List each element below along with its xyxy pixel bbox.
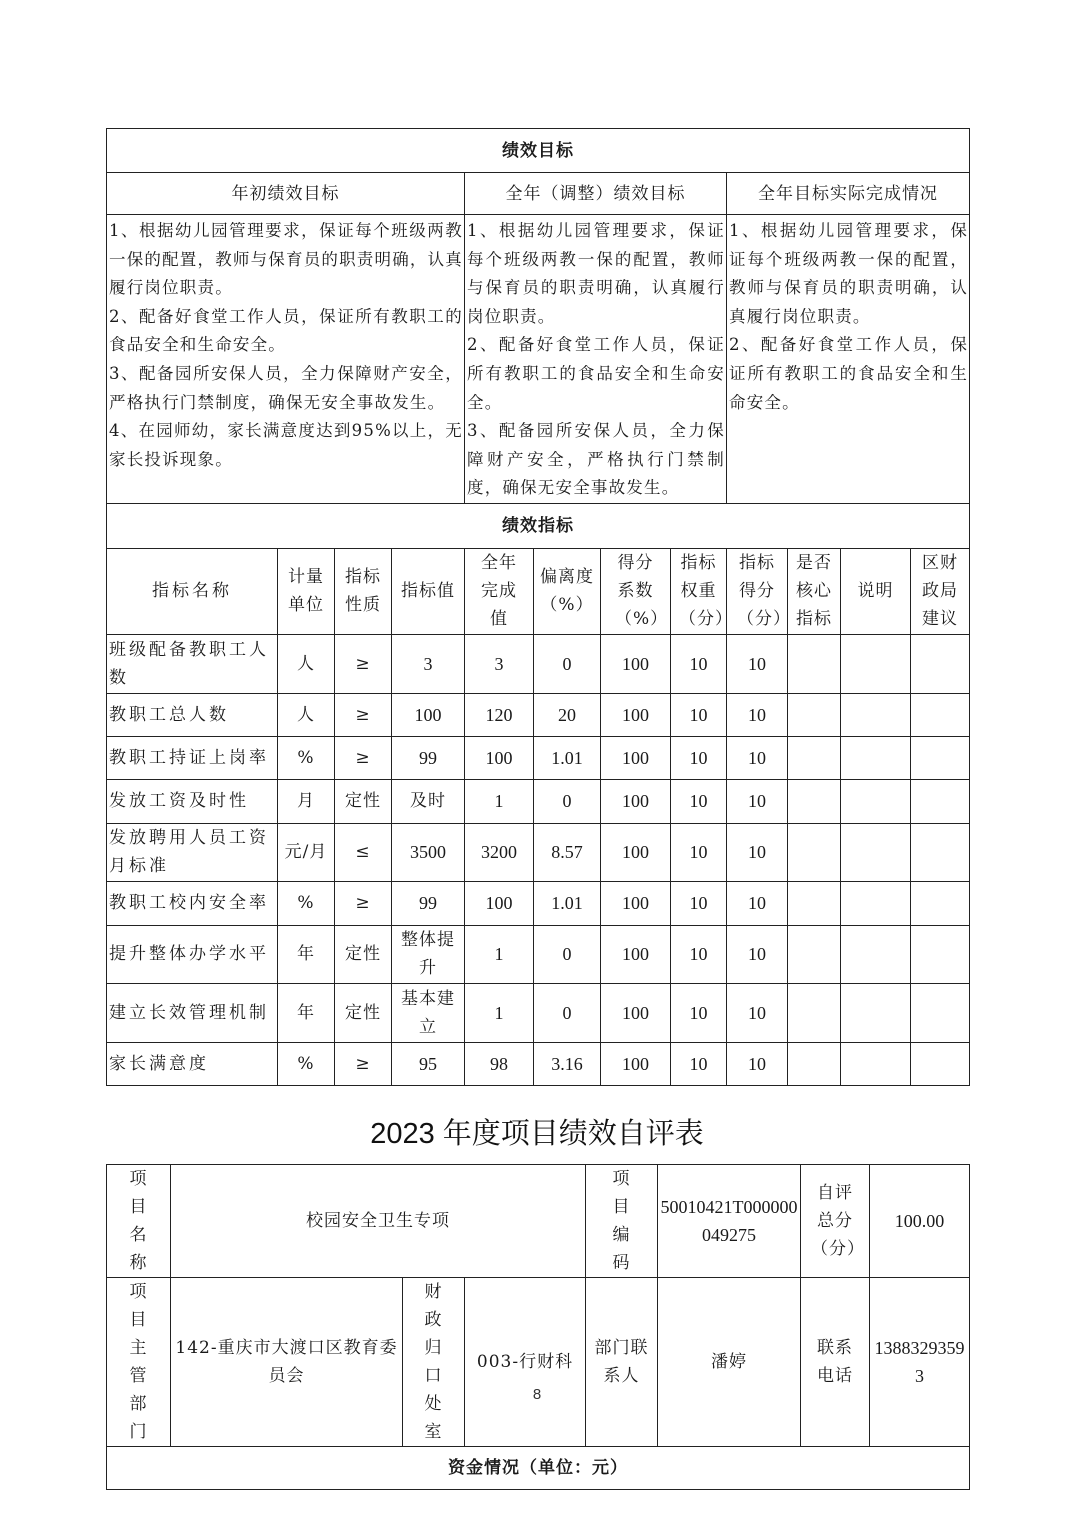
score-coefficient-cell: 100: [601, 1042, 671, 1085]
indicators-header-row: [107, 548, 970, 634]
deviation-cell: 0: [534, 779, 601, 823]
initial-goal-item: 4、在园师幼，家长满意度达到95%以上，无家长投诉现象。: [109, 421, 463, 469]
core-indicator-cell: [788, 693, 841, 736]
finance-advice-cell: [911, 736, 970, 779]
deviation-cell: 1.01: [534, 881, 601, 925]
project-code-label: 项目编码: [586, 1165, 658, 1278]
indicator-row: [107, 634, 970, 693]
column-header: 指标性质: [335, 548, 392, 634]
project-name-value: 校园安全卫生专项: [171, 1165, 586, 1278]
note-cell: [841, 779, 911, 823]
weight-cell: 10: [671, 925, 727, 983]
score-cell: 10: [727, 736, 788, 779]
target-value-cell: 99: [392, 881, 465, 925]
indicator-row: [107, 881, 970, 925]
initial-goal-item: 1、根据幼儿园管理要求，保证每个班级两教一保的配置，教师与保育员的职责明确，认真履行岗位职责。: [109, 221, 463, 298]
unit-cell: 月: [278, 779, 335, 823]
page-number: 8: [532, 1386, 542, 1403]
target-value-cell: 整体提升: [392, 925, 465, 983]
finance-advice-cell: [911, 881, 970, 925]
core-indicator-cell: [788, 983, 841, 1042]
initial-goal-item: 3、配备园所安保人员，全力保障财产安全，严格执行门禁制度，确保无安全事故发生。: [109, 363, 463, 412]
form-title: 2023 年度项目绩效自评表: [370, 1118, 704, 1150]
actual-value-cell: 3200: [465, 823, 534, 881]
column-header: 偏离度（%）: [534, 548, 601, 634]
adjusted-goal-item: 1、根据幼儿园管理要求，保证每个班级两教一保的配置，教师与保育员的职责明确，认真履行岗位职责。: [467, 221, 725, 326]
actual-value-cell: 100: [465, 736, 534, 779]
initial-goals-cell: [107, 215, 465, 504]
score-coefficient-cell: 100: [601, 634, 671, 693]
unit-cell: %: [278, 881, 335, 925]
finance-advice-cell: [911, 779, 970, 823]
unit-cell: 人: [278, 693, 335, 736]
indicator-row: [107, 779, 970, 823]
note-cell: [841, 925, 911, 983]
weight-cell: 10: [671, 881, 727, 925]
note-cell: [841, 983, 911, 1042]
adjusted-goals-header: 全年（调整）绩效目标: [465, 173, 727, 215]
indicator-name-cell: 发放聘用人员工资月标准: [107, 823, 278, 881]
target-value-cell: 100: [392, 693, 465, 736]
nature-cell: ≥: [335, 736, 392, 779]
finance-advice-cell: [911, 823, 970, 881]
initial-goal-item: 2、配备好食堂工作人员，保证所有教职工的食品安全和生命安全。: [109, 306, 463, 355]
project-name-label: 项目名称: [107, 1165, 171, 1278]
actual-value-cell: 98: [465, 1042, 534, 1085]
indicators-section-title: 绩效指标: [107, 503, 970, 548]
indicator-name-cell: 教职工持证上岗率: [107, 736, 278, 779]
note-cell: [841, 736, 911, 779]
funds-section-title: 资金情况（单位：元）: [107, 1447, 970, 1490]
actual-value-cell: 100: [465, 881, 534, 925]
score-cell: 10: [727, 881, 788, 925]
indicator-row: [107, 925, 970, 983]
project-code-value: 50010421T000000049275: [658, 1165, 801, 1278]
nature-cell: ≥: [335, 1042, 392, 1085]
nature-cell: 定性: [335, 925, 392, 983]
column-header: 得分系数（%）: [601, 548, 671, 634]
indicator-row: [107, 983, 970, 1042]
score-cell: 10: [727, 779, 788, 823]
target-value-cell: 95: [392, 1042, 465, 1085]
department-label: 项目主管部门: [107, 1278, 171, 1447]
indicator-name-cell: 建立长效管理机制: [107, 983, 278, 1042]
finance-advice-cell: [911, 634, 970, 693]
self-score-value: 100.00: [870, 1165, 970, 1278]
target-value-cell: 3500: [392, 823, 465, 881]
weight-cell: 10: [671, 823, 727, 881]
actual-value-cell: 1: [465, 925, 534, 983]
core-indicator-cell: [788, 634, 841, 693]
unit-cell: %: [278, 1042, 335, 1085]
nature-cell: ≥: [335, 693, 392, 736]
column-header: 计量单位: [278, 548, 335, 634]
column-header: 指标得分（分）: [727, 548, 788, 634]
goals-section-title: 绩效目标: [107, 129, 970, 173]
adjusted-goal-item: 2、配备好食堂工作人员，保证所有教职工的食品安全和生命安全。: [467, 335, 725, 412]
indicator-name-cell: 班级配备教职工人数: [107, 634, 278, 693]
weight-cell: 10: [671, 1042, 727, 1085]
target-value-cell: 3: [392, 634, 465, 693]
adjusted-goals-cell: [465, 215, 727, 504]
actual-completion-cell: [727, 215, 970, 504]
score-cell: 10: [727, 823, 788, 881]
actual-completion-item: 1、根据幼儿园管理要求，保证每个班级两教一保的配置，教师与保育员的职责明确，认真履行岗位职责。: [729, 221, 969, 326]
finance-advice-cell: [911, 1042, 970, 1085]
deviation-cell: 0: [534, 925, 601, 983]
indicator-name-cell: 教职工总人数: [107, 693, 278, 736]
unit-cell: %: [278, 736, 335, 779]
target-value-cell: 基本建立: [392, 983, 465, 1042]
score-cell: 10: [727, 983, 788, 1042]
project-self-evaluation-table: [106, 1164, 970, 1490]
score-coefficient-cell: 100: [601, 736, 671, 779]
deviation-cell: 0: [534, 634, 601, 693]
finance-advice-cell: [911, 693, 970, 736]
deviation-cell: 20: [534, 693, 601, 736]
unit-cell: 人: [278, 634, 335, 693]
score-cell: 10: [727, 925, 788, 983]
score-coefficient-cell: 100: [601, 693, 671, 736]
core-indicator-cell: [788, 881, 841, 925]
indicator-name-cell: 提升整体办学水平: [107, 925, 278, 983]
indicator-name-cell: 家长满意度: [107, 1042, 278, 1085]
actual-value-cell: 1: [465, 983, 534, 1042]
indicator-name-cell: 发放工资及时性: [107, 779, 278, 823]
score-cell: 10: [727, 634, 788, 693]
note-cell: [841, 823, 911, 881]
deviation-cell: 0: [534, 983, 601, 1042]
score-coefficient-cell: 100: [601, 925, 671, 983]
weight-cell: 10: [671, 983, 727, 1042]
indicator-name-cell: 教职工校内安全率: [107, 881, 278, 925]
actual-value-cell: 120: [465, 693, 534, 736]
column-header: 区财政局建议: [911, 548, 970, 634]
actual-value-cell: 1: [465, 779, 534, 823]
score-coefficient-cell: 100: [601, 779, 671, 823]
contact-person-value: 潘婷: [658, 1278, 801, 1447]
department-value: 142-重庆市大渡口区教育委员会: [171, 1278, 403, 1447]
target-value-cell: 99: [392, 736, 465, 779]
column-header: 全年完成值: [465, 548, 534, 634]
column-header: 指标值: [392, 548, 465, 634]
weight-cell: 10: [671, 779, 727, 823]
actual-value-cell: 3: [465, 634, 534, 693]
note-cell: [841, 693, 911, 736]
indicator-row: [107, 736, 970, 779]
indicator-row: [107, 823, 970, 881]
score-coefficient-cell: 100: [601, 881, 671, 925]
unit-cell: 年: [278, 925, 335, 983]
deviation-cell: 3.16: [534, 1042, 601, 1085]
nature-cell: 定性: [335, 983, 392, 1042]
weight-cell: 10: [671, 634, 727, 693]
actual-completion-item: 2、配备好食堂工作人员，保证所有教职工的食品安全和生命安全。: [729, 335, 969, 412]
column-header: 指标权重（分）: [671, 548, 727, 634]
contact-phone-value: 13883293593: [870, 1278, 970, 1447]
finance-office-value: 003-行财科: [465, 1278, 586, 1447]
core-indicator-cell: [788, 823, 841, 881]
score-cell: 10: [727, 1042, 788, 1085]
unit-cell: 年: [278, 983, 335, 1042]
nature-cell: ≤: [335, 823, 392, 881]
core-indicator-cell: [788, 1042, 841, 1085]
indicator-row: [107, 693, 970, 736]
finance-advice-cell: [911, 983, 970, 1042]
weight-cell: 10: [671, 693, 727, 736]
nature-cell: ≥: [335, 881, 392, 925]
contact-phone-label: 联系电话: [801, 1278, 870, 1447]
performance-table: [106, 128, 970, 1086]
weight-cell: 10: [671, 736, 727, 779]
column-header: 指标名称: [107, 548, 278, 634]
target-value-cell: 及时: [392, 779, 465, 823]
unit-cell: 元/月: [278, 823, 335, 881]
deviation-cell: 8.57: [534, 823, 601, 881]
score-coefficient-cell: 100: [601, 823, 671, 881]
indicator-row: [107, 1042, 970, 1085]
self-score-label: 自评总分（分）: [801, 1165, 870, 1278]
column-header: 说明: [841, 548, 911, 634]
actual-completion-header: 全年目标实际完成情况: [727, 173, 970, 215]
initial-goals-header: 年初绩效目标: [107, 173, 465, 215]
score-cell: 10: [727, 693, 788, 736]
note-cell: [841, 881, 911, 925]
nature-cell: 定性: [335, 779, 392, 823]
finance-office-label: 财政归口处室: [403, 1278, 465, 1447]
note-cell: [841, 634, 911, 693]
finance-advice-cell: [911, 925, 970, 983]
nature-cell: ≥: [335, 634, 392, 693]
adjusted-goal-item: 3、配备园所安保人员，全力保障财产安全，严格执行门禁制度，确保无安全事故发生。: [467, 421, 725, 498]
core-indicator-cell: [788, 736, 841, 779]
core-indicator-cell: [788, 925, 841, 983]
note-cell: [841, 1042, 911, 1085]
contact-person-label: 部门联系人: [586, 1278, 658, 1447]
score-coefficient-cell: 100: [601, 983, 671, 1042]
deviation-cell: 1.01: [534, 736, 601, 779]
core-indicator-cell: [788, 779, 841, 823]
column-header: 是否核心指标: [788, 548, 841, 634]
